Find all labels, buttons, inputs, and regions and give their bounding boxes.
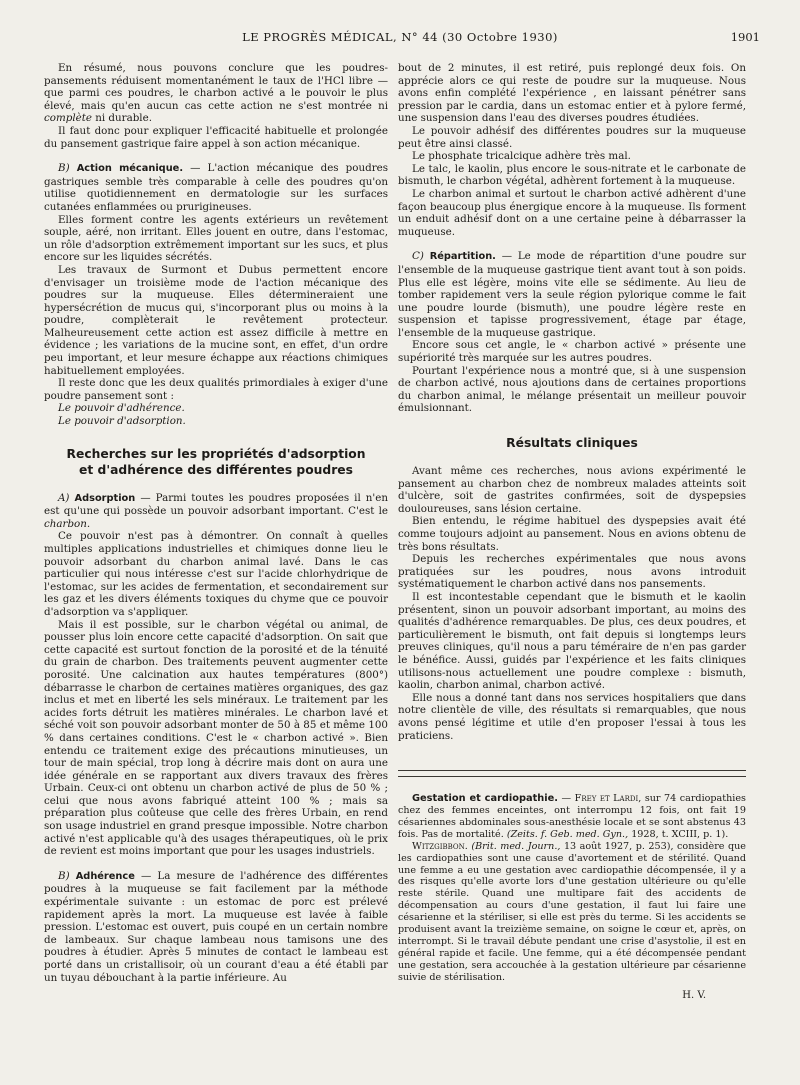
section-adsorption: A) Adsorption — Parmi toutes les poudres proposées il n'en est qu'une qui possède un pouvoir adsorbant important. C'est le charbon. — [44, 491, 388, 530]
paragraph: Encore sous cet angle, le « charbon activé » présente une supériorité très marquée sur les autres poudres. — [398, 339, 746, 365]
paragraph: Il est incontestable cependant que le bismuth et le kaolin présentent, sinon un pouvoir adsorbant important, au moins des qualités d'adhérence remarquables. De plus, ces deux poudres, et particulièrement le bismuth, ont fait depuis si longtemps leurs preuves cliniques, qu'il nous a paru téméraire de n'en pas garder le bénéfice. Aussi, guidés par l'expérience et les faits cliniques utilisons-nous actuellement une poudre complexe : bismuth, kaolin, charbon animal, charbon activé. — [398, 590, 746, 692]
journal-title: LE PROGRÈS MÉDICAL, N° 44 (30 Octobre 1930) — [242, 30, 558, 44]
paragraph: Il faut donc pour expliquer l'efficacité habituelle et prolongée du pansement gastrique faire appel à son action mécanique. — [44, 124, 388, 150]
paragraph: Pourtant l'expérience nous a montré que, si à une suspension de charbon activé, nous ajoutions dans de certaines proportions du charbon animal, le mélange présentait un meilleur pouvoir émulsionnant. — [398, 364, 746, 415]
running-header — [40, 30, 760, 48]
section-heading-resultats: Résultats cliniques — [506, 436, 638, 451]
paragraph: Le talc, le kaolin, plus encore le sous-nitrate et le carbonate de bismuth, le charbon végétal, adhèrent fortement à la muqueuse. — [398, 162, 746, 188]
left-column — [44, 62, 388, 984]
right-column — [398, 62, 746, 1002]
paragraph: En résumé, nous pouvons conclure que les poudres-pansements réduisent momentanément le taux de l'HCl libre — que parmi ces poudres, le charbon activé a le pouvoir le plus élevé, mais qu'en aucun cas cette action ne s'est montrée ni complète ni durable. — [44, 62, 388, 125]
paragraph: Avant même ces recherches, nous avions expérimenté le pansement au charbon chez de nombreux malades atteints soit d'ulcère, soit de gastrites confirmées, soit de dyspepsies douloureuses, sans lésion certaine. — [398, 465, 746, 515]
section-action-mecanique: B) Action mécanique. — L'action mécanique des poudres gastriques semble très comparable à celle des poudres qu'on utilise quotidiennement en dermatologie sur les surfaces cutanées enflammées ou prurigineuses. — [44, 162, 388, 213]
section-adherence: B) Adhérence — La mesure de l'adhérence des différentes poudres à la muqueuse se fait facilement par la méthode expérimentale suivante : un estomac de porc est prélevé rapidement après la mort. La muqueuse est lavée à faible pression. L'estomac est ouvert, puis coupé en un certain nombre de lambeaux. Sur chaque lambeau nous tamisons une des poudres à étudier. Après 5 minutes de contact le lambeau est porté dans un cristallisoir, où un courant d'eau a été établi par un tuyau débouchant à la partie inférieure. Au — [44, 869, 388, 984]
double-rule-divider — [398, 770, 746, 777]
signature: H. V. — [682, 989, 706, 1001]
paragraph: Le pouvoir adhésif des différentes poudres sur la muqueuse peut être ainsi classé. — [398, 124, 746, 150]
abstract-note: Witzgibbon. (Brit. med. Journ., 13 août 1927, p. 253), considère que les cardiopathies sont une cause d'avortement et de stérilité. Quand une femme a eu une gestation avec cardiopathie décompensée, il y a des risques qu'elle avorte lors d'une gestation ultérieure ou qu'elle reste stérile. Quand une multipare fait des accidents de décompensation au cours d'une gestation, il faut lui faire une césarienne et la stériliser, si elle est près du terme. Si les accidents se produisent avant la treizième semaine, on soigne le cœur et, après, on interrompt. Si le travail débute pendant une crise d'asystolie, il est en général rapide et facile. Une femme, qui a été décompensée pendant une gestation, sera accouchée à la gestation ultérieure par césarienne suivie de stérilisation. — [398, 840, 746, 983]
paragraph: Le phosphate tricalcique adhère très mal. — [412, 150, 631, 163]
paragraph: Bien entendu, le régime habituel des dyspepsies avait été comme toujours adjoint au pansement. Nous en avions obtenu de très bons résultats. — [398, 515, 746, 553]
list-item: Le pouvoir d'adhérence. — [58, 402, 185, 415]
list-item: Le pouvoir d'adsorption. — [58, 415, 186, 428]
abstract-note: Gestation et cardiopathie. — Frey et Lardi, sur 74 cardiopathies chez des femmes enceintes, ont interrompu 12 fois, ont fait 19 césariennes abdominales sous-anesthésie locale et se sont abstenus 43 fois. Pas de mortalité. (Zeits. f. Geb. med. Gyn., 1928, t. XCIII, p. 1). — [398, 793, 746, 840]
paragraph: bout de 2 minutes, il est retiré, puis replongé deux fois. On apprécie alors ce qui reste de poudre sur la muqueuse. Nous avons enfin complété l'expérience , en laissant pénétrer sans pression par le cardia, dans un estomac entier et à pylore fermé, une suspension dans l'eau des diverses poudres étudiées. — [398, 62, 746, 125]
paragraph: Ce pouvoir n'est pas à démontrer. On connaît à quelles multiples applications industrielles et chimiques donne lieu le pouvoir adsorbant du charbon animal lavé. Dans le cas particulier qui nous intéresse c'est sur l'acide chlorhydrique de l'estomac, sur les acides de fermentation, et secondairement sur les gaz et les divers éléments toxiques du chyme que ce pouvoir d'adsorption va s'appliquer. — [44, 530, 388, 618]
section-heading: Recherches sur les propriétés d'adsorption et d'adhérence des différentes poudres — [66, 446, 366, 477]
paragraph: Les travaux de Surmont et Dubus permettent encore d'envisager un troisième mode de l'action mécanique des poudres sur la muqueuse. Elles détermineraient une hypersécrétion de mucus qui, s'incorporant plus ou moins à la poudre, complèterait le revêtement protecteur. Malheureusement cette action est assez difficile à mettre en évidence ; les variations de la mucine sont, en effet, d'un ordre peu important, et leur mesure échappe aux réactions chimiques habituellement employées. — [44, 263, 388, 377]
paragraph: Depuis les recherches expérimentales que nous avons pratiquées sur les poudres, nous avons introduit systématiquement le charbon activé dans nos pansements. — [398, 553, 746, 591]
paragraph: Elles forment contre les agents extérieurs un revêtement souple, aéré, non irritant. Elles jouent en outre, dans l'estomac, un rôle d'adsorption extrêmement important sur les sucs, et plus encore sur les liquides sécrétés. — [44, 213, 388, 264]
paragraph: Mais il est possible, sur le charbon végétal ou animal, de pousser plus loin encore cette capacité d'adsorption. On sait que cette capacité est surtout fonction de la porosité et de la ténuité du grain de charbon. Des traitements peuvent augmenter cette porosité. Une calcination aux hautes températures (800°) débarrasse le charbon de certaines matières organiques, des gaz inclus et met en liberté les sels minéraux. Le traitement par les acides forts détruit les matières minérales. Le charbon lavé et séché voit son pouvoir adsorbant monter de 50 à 85 et même 100 % dans certaines conditions. C'est le « charbon activé ». Bien entendu ce traitement exige des précautions minutieuses, un tour de main spécial, trop long à décrire mais dont on aura une idée générale en se rapportant aux divers travaux des frères Urbain. Ceux-ci ont obtenu un charbon activé de plus de 50 % ; celui que nous avons fabriqué atteint 100 % ; mais sa préparation plus coûteuse que celle des frères Urbain, en rend son usage industriel en grand presque impossible. Notre charbon activé n'est applicable qu'à des usages thérapeutiques, où le prix de revient est moins important que pour les usages industriels. — [44, 618, 388, 858]
page-number: 1901 — [730, 30, 760, 44]
paragraph: Il reste donc que les deux qualités primordiales à exiger d'une poudre pansement sont : — [44, 377, 388, 402]
section-repartition: C) Répartition. — Le mode de répartition d'une poudre sur l'ensemble de la muqueuse gastrique tient avant tout à son poids. Plus elle est légère, moins vite elle se sédimente. Au lieu de tomber rapidement vers la seule région pylorique comme le fait une poudre lourde (bismuth), une poudre légère reste en suspension et tapisse progressivement, étage par étage, l'ensemble de la muqueuse gastrique. — [398, 250, 747, 339]
paragraph: Le charbon animal et surtout le charbon activé adhèrent d'une façon beaucoup plus énergique encore à la muqueuse. Ils forment un enduit adhésif dont on a une certaine peine à débarrasser la muqueuse. — [398, 187, 746, 238]
paragraph: Elle nous a donné tant dans nos services hospitaliers que dans notre clientèle de ville, des résultats si remarquables, que nous avons pensé légitime et utile d'en proposer l'essai à tous les praticiens. — [398, 691, 746, 742]
